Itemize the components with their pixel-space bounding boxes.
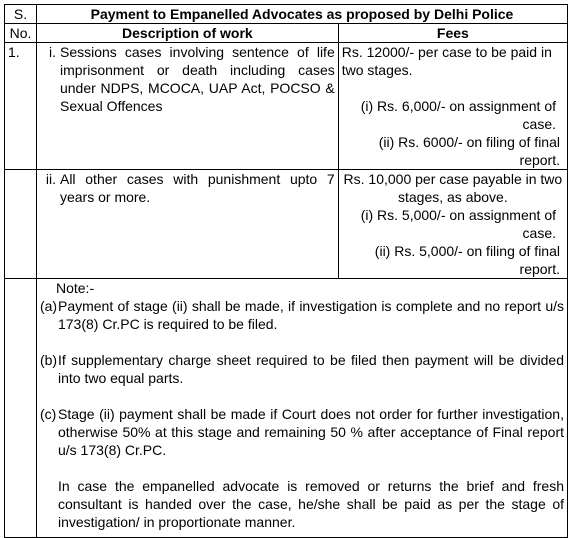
note-final-paragraph: In case the empanelled advocate is removed or returns the brief and fresh consultant is handed over the case, he/she shall be paid as per the stage of investigation/ in proportionate manner. (57, 478, 564, 530)
table-title (36, 5, 567, 24)
table-row (5, 43, 568, 170)
note-item-b-text: If supplementary charge sheet required to be filed then payment will be divided into two equal parts. (57, 352, 564, 386)
sno-header-bottom (5, 24, 37, 43)
sno-header-line1: S. (13, 6, 28, 22)
note-item-a (40, 297, 564, 333)
note-item-b-label: (b) (39, 352, 58, 368)
fees-header-text: Fees (436, 25, 469, 41)
payment-table (4, 4, 568, 538)
work-item-2-text: All other cases with punishment upto 7 years or more. (59, 171, 335, 205)
sno-header-line2: No. (9, 25, 32, 41)
note-sno-empty (5, 279, 37, 538)
note-item-a-label: (a) (39, 298, 58, 314)
work-item-1-number: i. (48, 44, 56, 60)
note-title: Note:- (55, 280, 95, 296)
header-row-1 (5, 5, 568, 24)
row-sno-empty (5, 170, 37, 279)
fee-item-1 (338, 43, 567, 170)
row-sno-text: 1. (8, 44, 20, 60)
fee-item-1-stage-2: (ii) Rs. 6000/- on filing of final report. (378, 134, 560, 168)
note-item-c-label: (c) (39, 406, 57, 422)
table-row (5, 170, 568, 279)
fee-item-2 (338, 170, 567, 279)
note-item-a-text: Payment of stage (ii) shall be made, if investigation is complete and no report u/s 173(8) Cr.PC is required to be filed. (57, 298, 564, 332)
document-table-container (4, 4, 568, 534)
work-item-1-body (40, 43, 335, 115)
description-header-text: Description of work (122, 25, 253, 41)
fee-item-2-stage-1: (i) Rs. 5,000/- on assignment of case. (360, 207, 556, 241)
work-item-1 (36, 43, 338, 170)
fees-header (338, 24, 567, 43)
note-row (5, 279, 568, 538)
note-item-b (40, 351, 564, 387)
fee-item-2-stage-2: (ii) Rs. 5,000/- on filing of final report. (374, 243, 560, 277)
note-item-c-text: Stage (ii) payment shall be made if Court does not order for further investigation, otherwise 50% at this stage and remaining 50 % after acceptance of Final report u/s 173(8) Cr.PC. (57, 406, 564, 458)
fee-item-1-stage-1: (i) Rs. 6,000/- on assignment of case. (360, 98, 556, 132)
header-row-2 (5, 24, 568, 43)
fee-item-2-main: Rs. 10,000 per case payable in two stages, as above. (343, 171, 563, 205)
work-item-1-text: Sessions cases involving sentence of life imprisonment or death including cases under NDPS, MCOCA, UAP Act, POCSO & Sexual Offences (59, 44, 335, 114)
work-item-2 (36, 170, 338, 279)
table-title-text: Payment to Empanelled Advocates as proposed by Delhi Police (90, 6, 514, 22)
note-cell (36, 279, 567, 538)
work-item-2-number: ii. (45, 171, 56, 187)
sno-header-top (5, 5, 37, 24)
description-header (36, 24, 338, 43)
fee-item-1-main: Rs. 12000/- per case to be paid in two stages. (341, 44, 552, 78)
row-sno (5, 43, 37, 170)
note-item-c (40, 405, 564, 459)
work-item-2-body (40, 170, 335, 206)
